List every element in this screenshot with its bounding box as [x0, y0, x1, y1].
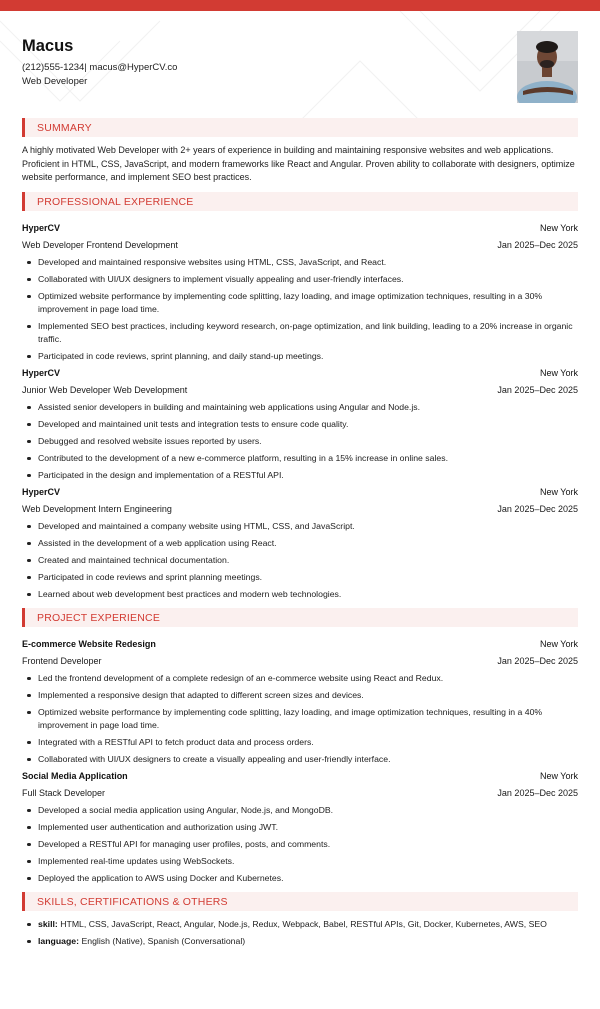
entry-dates: Jan 2025–Dec 2025 — [497, 787, 578, 798]
resume-header — [22, 11, 578, 111]
entry-role: Web Developer Frontend Development — [22, 239, 178, 250]
experience-entry — [22, 482, 578, 601]
section-projects-header — [22, 608, 578, 627]
entry-dates: Jan 2025–Dec 2025 — [497, 655, 578, 666]
resume-page — [22, 11, 578, 948]
project-entry — [22, 766, 578, 885]
bullet-item: Implemented a responsive design that adapted to different screen sizes and devices. — [22, 689, 578, 702]
entry-role: Web Development Intern Engineering — [22, 503, 172, 514]
entry-role: Junior Web Developer Web Development — [22, 384, 188, 395]
bullet-item: Implemented SEO best practices, including keyword research, on-page optimization, and link building, leading to a 20% increase in organic traffic. — [22, 320, 578, 346]
skills-list — [22, 918, 578, 948]
language-item — [22, 935, 578, 948]
entry-organization: HyperCV — [22, 222, 61, 233]
bullet-item: Created and maintained technical documentation. — [22, 554, 578, 567]
entry-organization: HyperCV — [22, 486, 61, 497]
bullet-item: Optimized website performance by implementing code splitting, lazy loading, and image optimization techniques, resulting in a 30% improvement in page load time. — [22, 290, 578, 316]
section-title: SKILLS, CERTIFICATIONS & OTHERS — [37, 895, 228, 908]
section-title: PROFESSIONAL EXPERIENCE — [37, 195, 194, 208]
bullet-item: Collaborated with UI/UX designers to implement visually appealing and user-friendly interfaces. — [22, 273, 578, 286]
experience-entry — [22, 218, 578, 363]
entry-location: New York — [539, 367, 578, 378]
bullet-item: Developed and maintained a company website using HTML, CSS, and JavaScript. — [22, 520, 578, 533]
bullet-item: Participated in code reviews, sprint planning, and daily stand-up meetings. — [22, 350, 578, 363]
bullet-item: Developed and maintained responsive websites using HTML, CSS, JavaScript, and React. — [22, 256, 578, 269]
bullet-item: Deployed the application to AWS using Docker and Kubernetes. — [22, 872, 578, 885]
bullet-item: Assisted in the development of a web application using React. — [22, 537, 578, 550]
bullet-item: Developed and maintained unit tests and integration tests to ensure code quality. — [22, 418, 578, 431]
entry-role: Full Stack Developer — [22, 787, 106, 798]
bullet-item: Assisted senior developers in building and maintaining web applications using Angular and Node.js. — [22, 401, 578, 414]
entry-dates: Jan 2025–Dec 2025 — [497, 503, 578, 514]
section-skills-header — [22, 892, 578, 911]
entry-organization: HyperCV — [22, 367, 61, 378]
profile-photo — [517, 31, 578, 103]
entry-location: New York — [539, 638, 578, 649]
bullet-item: Learned about web development best practices and modern web technologies. — [22, 588, 578, 601]
bullet-item: Integrated with a RESTful API to fetch product data and process orders. — [22, 736, 578, 749]
bullet-item: Implemented user authentication and authorization using JWT. — [22, 821, 578, 834]
bullet-item: Developed a RESTful API for managing user profiles, posts, and comments. — [22, 838, 578, 851]
bullet-item: Led the frontend development of a complete redesign of an e-commerce website using React and Redux. — [22, 672, 578, 685]
section-experience-header — [22, 192, 578, 211]
skill-value: HTML, CSS, JavaScript, React, Angular, Node.js, Redux, Webpack, Babel, RESTful APIs, Git, Docker, Kubernetes, AWS, SEO — [60, 918, 547, 929]
entry-organization: Social Media Application — [22, 770, 128, 781]
bullet-item: Contributed to the development of a new e-commerce platform, resulting in a 15% increase in online sales. — [22, 452, 578, 465]
contact-info: (212)555-1234| macus@HyperCV.co — [22, 62, 178, 73]
section-accent — [22, 892, 25, 911]
section-accent — [22, 192, 25, 211]
skill-label: skill: — [38, 918, 58, 929]
bullet-item: Developed a social media application using Angular, Node.js, and MongoDB. — [22, 804, 578, 817]
entry-location: New York — [539, 486, 578, 497]
section-title: PROJECT EXPERIENCE — [37, 611, 161, 624]
bullet-item: Participated in the design and implementation of a RESTful API. — [22, 469, 578, 482]
skill-item — [22, 918, 578, 931]
section-accent — [22, 608, 25, 627]
project-entry — [22, 634, 578, 766]
entry-role: Frontend Developer — [22, 655, 102, 666]
section-title: SUMMARY — [37, 122, 92, 134]
entry-location: New York — [539, 222, 578, 233]
entry-dates: Jan 2025–Dec 2025 — [497, 239, 578, 250]
summary-text: A highly motivated Web Developer with 2+ years of experience in building and maintaining responsive websites and web applications. Proficient in HTML, CSS, JavaScript, and modern frameworks like React and Angular. Proven ability to collaborate with designers, optimize website performance, and implement SEO best practices. — [22, 145, 575, 182]
section-accent — [22, 118, 25, 137]
section-summary-header — [22, 118, 578, 137]
job-title: Web Developer — [22, 76, 88, 87]
bullet-item: Collaborated with UI/UX designers to create a visually appealing and user-friendly interface. — [22, 753, 578, 766]
bullet-item: Participated in code reviews and sprint planning meetings. — [22, 571, 578, 584]
entry-dates: Jan 2025–Dec 2025 — [497, 384, 578, 395]
entry-organization: E-commerce Website Redesign — [22, 638, 156, 649]
candidate-name: Macus — [22, 37, 74, 55]
top-accent-bar — [0, 0, 600, 11]
language-value: English (Native), Spanish (Conversational) — [81, 935, 246, 946]
person-photo-icon — [517, 31, 578, 103]
language-label: language: — [38, 935, 80, 946]
bullet-item: Implemented real-time updates using WebSockets. — [22, 855, 578, 868]
experience-entry — [22, 363, 578, 482]
bullet-item: Debugged and resolved website issues reported by users. — [22, 435, 578, 448]
entry-location: New York — [539, 770, 578, 781]
bullet-item: Optimized website performance by implementing code splitting, lazy loading, and image optimization techniques, resulting in a 40% improvement in page load time. — [22, 706, 578, 732]
